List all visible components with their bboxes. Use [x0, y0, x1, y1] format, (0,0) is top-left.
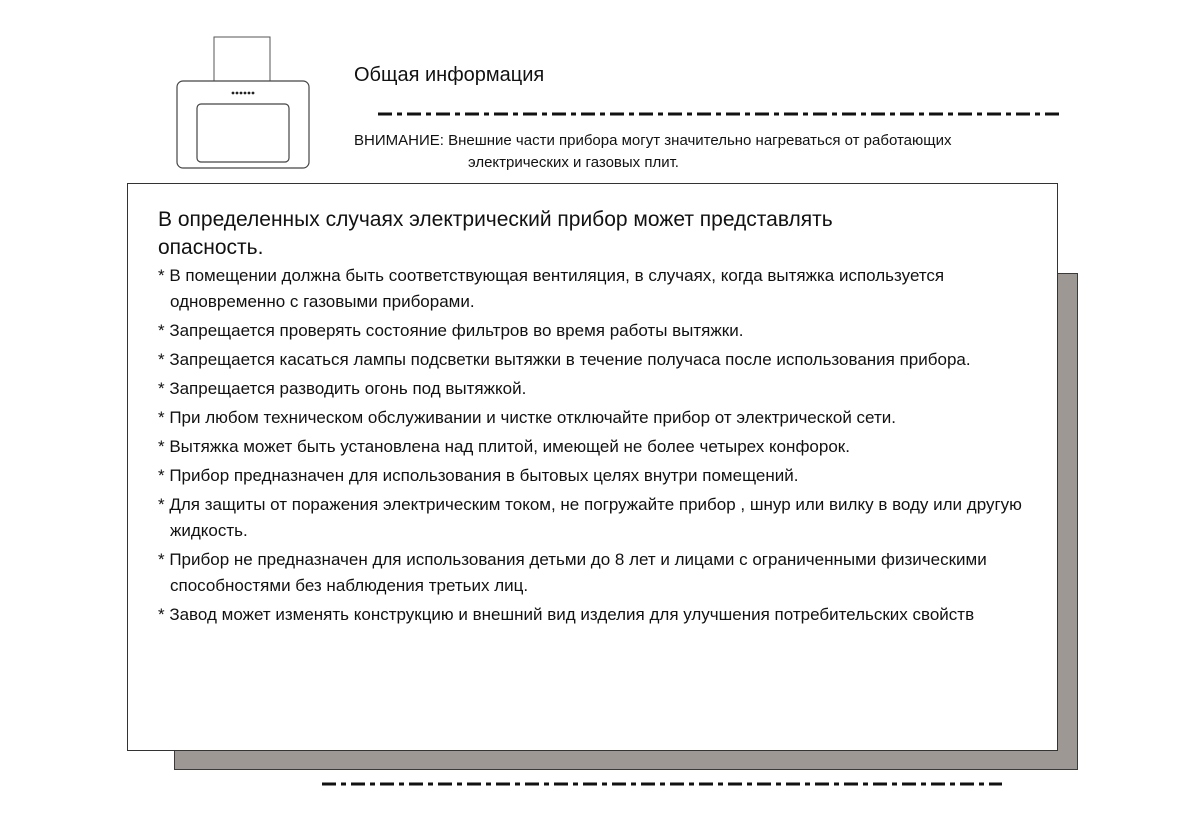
- warning-label: ВНИМАНИЕ:: [354, 132, 444, 149]
- list-item: * Запрещается проверять состояние фильтров во время работы вытяжки.: [158, 321, 744, 340]
- notice-heading-line1: В определенных случаях электрический прибор может представлять: [158, 208, 833, 231]
- safety-notice-box: [127, 183, 1058, 751]
- list-item: * При любом техническом обслуживании и чистке отключайте прибор от электрической сети.: [158, 408, 896, 427]
- safety-list: [158, 263, 1058, 631]
- divider-dashed-top: [378, 111, 1062, 117]
- list-item: * Запрещается разводить огонь под вытяжкой.: [158, 379, 527, 398]
- list-item: * Прибор не предназначен для использования детьми до 8 лет и лицами с ограниченными физическими способностями без наблюдения третьих лиц.: [158, 550, 987, 595]
- warning-text-line2: электрических и газовых плит.: [468, 154, 679, 171]
- notice-heading: [158, 206, 1018, 262]
- list-item: * Для защиты от поражения электрическим током, не погружайте прибор , шнур или вилку в воду или другую жидкость.: [158, 495, 1022, 540]
- section-title: Общая информация: [354, 64, 545, 86]
- list-item: * В помещении должна быть соответствующая вентиляция, в случаях, когда вытяжка используется одновременно с газовыми приборами.: [158, 266, 945, 311]
- notice-heading-line2: опасность.: [158, 236, 264, 259]
- warning-text-line1: Внешние части прибора могут значительно нагреваться от работающих: [448, 132, 952, 149]
- divider-dashed-bottom: [322, 781, 1002, 787]
- list-item: * Завод может изменять конструкцию и внешний вид изделия для улучшения потребительских свойств: [158, 605, 975, 624]
- list-item: * Прибор предназначен для использования в бытовых целях внутри помещений.: [158, 466, 799, 485]
- list-item: * Вытяжка может быть установлена над плитой, имеющей не более четырех конфорок.: [158, 437, 850, 456]
- cooker-hood-icon: [172, 34, 314, 174]
- warning-notice: [354, 130, 1094, 174]
- list-item: * Запрещается касаться лампы подсветки вытяжки в течение получаса после использования прибора.: [158, 350, 971, 369]
